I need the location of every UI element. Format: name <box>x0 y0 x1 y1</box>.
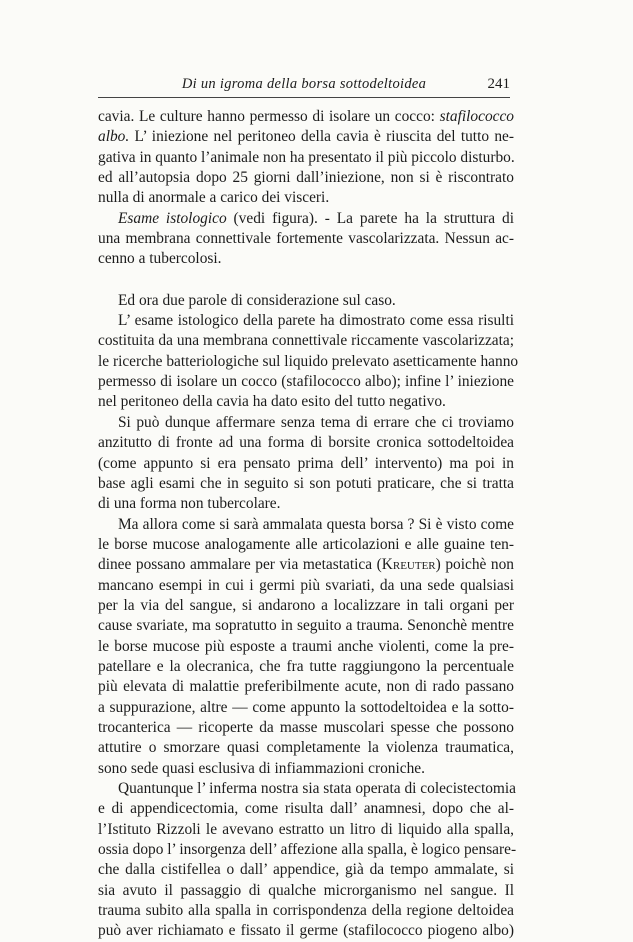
text-line: ossia dopo l’ insorgenza dell’ affezione alla spalla, è logico pensare- <box>98 841 517 859</box>
page-number: 241 <box>487 76 510 92</box>
text-line: (come appunto si era pensato prima dell’ intervento) ma poi in <box>98 454 514 472</box>
text-line: Ed ora due parole di considerazione sul caso. <box>118 291 396 309</box>
text-line: cause svariate, ma sopratutto in seguito a trauma. Senonchè mentre <box>98 617 514 635</box>
text-line: nulla di anormale a carico dei visceri. <box>98 189 330 207</box>
paragraph <box>98 311 519 413</box>
text-line: Ma allora come si sarà ammalata questa borsa ? Si è visto come <box>118 515 514 533</box>
body-text <box>98 107 519 942</box>
paragraph <box>98 209 514 270</box>
paragraph <box>98 413 514 515</box>
text-line: dinee possano ammalare per via metastatica (Kreuter) poichè non <box>98 556 514 574</box>
text-line: cavia. Le culture hanno permesso di isolare un cocco: stafilococco <box>98 108 514 125</box>
header-rule <box>98 97 510 98</box>
paragraph <box>98 291 514 311</box>
text-line: L’ esame istologico della parete ha dimostrato come essa risulti <box>118 312 514 330</box>
running-title: Di un igroma della borsa sottodeltoidea <box>181 76 427 92</box>
text-line: le ricerche batteriologiche sul liquido prelevato asetticamente hanno <box>98 352 519 370</box>
section-heading: Esame istologico <box>118 209 227 227</box>
text-line: patellare e la olecranica, che fra tutte raggiungono la percentuale <box>98 657 514 675</box>
text-line: l’Istituto Rizzoli le avevano estratto un litro di liquido alla spalla, <box>98 820 514 838</box>
text-line: gativa in quanto l’animale non ha presentato il più piccolo disturbo. <box>98 148 515 166</box>
text-line: una membrana connettivale fortemente vascolarizzata. Nessun ac- <box>98 230 514 248</box>
text-line: anzitutto di fronte ad una forma di borsite cronica sottodeltoidea <box>98 434 514 452</box>
paragraph <box>98 779 517 942</box>
running-head <box>98 76 510 98</box>
text-line: costituita da una membrana connettivale riccamente vascolarizzata; <box>98 332 514 350</box>
text-line: a suppurazione, altre — come appunto la sottodeltoidea e la sotto- <box>98 698 514 716</box>
text-line: mancano esempi in cui i germi più svariati, da una sede qualsiasi <box>98 576 514 594</box>
italic-term: stafilococco <box>439 108 514 125</box>
text-line: trocanterica — ricoperte da masse muscolari spesse che possono <box>98 718 514 736</box>
text-line: per la via del sangue, si andarono a localizzare in tali organi per <box>98 596 514 614</box>
section-gap <box>98 270 514 291</box>
text-line: sono sede quasi esclusiva di infiammazioni croniche. <box>98 759 425 777</box>
text-line: che dalla cistifellea o dall’ appendice, già da tempo ammalate, si <box>98 861 514 879</box>
text-line: sia avuto il passaggio di qualche microrganismo nel sangue. Il <box>98 881 514 899</box>
text-line: nel peritoneo della cavia ha dato esito del tutto negativo. <box>98 393 446 411</box>
text-line: trauma subito alla spalla in corrispondenza della regione deltoidea <box>98 902 514 920</box>
text-line: Quantunque l’ inferma nostra sia stata operata di colecistectomia <box>118 780 517 797</box>
text-line: più elevata di malattie preferibilmente acute, non di rado passano <box>98 678 514 696</box>
text-line: albo. L’ iniezione nel peritoneo della cavia è riuscita del tutto ne- <box>98 128 514 146</box>
paragraph <box>98 107 514 209</box>
text-line: Si può dunque affermare senza tema di errare che ci troviamo <box>118 413 514 431</box>
text-line: e di appendicectomia, come risulta dall’ anamnesi, dopo che al- <box>98 800 514 818</box>
author-name: Kreuter <box>381 556 436 574</box>
text-line: di una forma non tubercolare. <box>98 495 281 513</box>
italic-term: albo. <box>98 128 130 146</box>
text-line: le borse mucose analogamente alle articolazioni e alle guaine ten- <box>98 535 514 553</box>
text-line: può aver richiamato e fissato il germe (stafilococco piogeno albo) <box>98 922 514 940</box>
text-line: Esame istologico (vedi figura). - La parete ha la struttura di <box>118 209 514 227</box>
text-line: permesso di isolare un cocco (stafilococco albo); infine l’ iniezione <box>98 373 514 391</box>
text-line: ed all’autopsia dopo 25 giorni dall’iniezione, non si è riscontrato <box>98 169 514 187</box>
text-line: cenno a tubercolosi. <box>98 250 222 268</box>
text-line: le borse mucose più esposte a traumi anche violenti, come la pre- <box>98 637 514 655</box>
text-line: base agli esami che in seguito si son potuti praticare, che si tratta <box>98 474 514 492</box>
text-line: attutire o smorzare quasi completamente la violenza traumatica, <box>98 739 514 757</box>
paragraph <box>98 515 514 779</box>
